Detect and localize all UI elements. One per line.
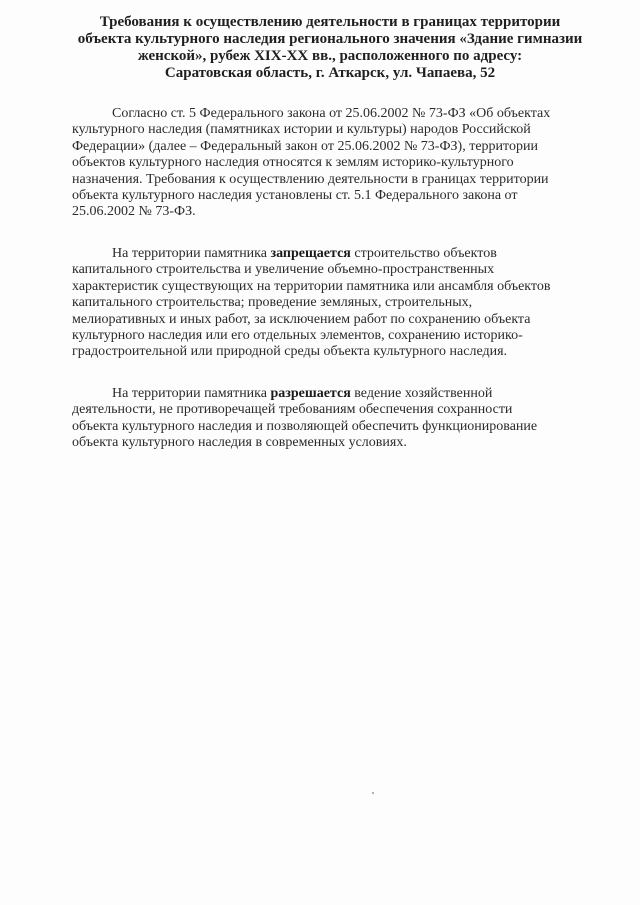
paragraph-permissions [72, 386, 612, 452]
title-line: женской», рубеж XIX-XX вв., расположенного по адресу: [137, 48, 523, 64]
paragraph-legal-basis [72, 106, 612, 221]
text-run: На территории памятника [112, 386, 271, 401]
paragraph-first-line [72, 246, 612, 262]
keyword-prohibited: запрещается [270, 246, 351, 261]
text-run: На территории памятника [112, 246, 271, 261]
paragraph-line: характеристик существующих на территории памятника или ансамбля объектов [72, 278, 551, 294]
paragraph-line: капитального строительства; проведение земляных, строительных, [72, 295, 473, 311]
paragraph-line: объектов культурного наследия относятся к землям историко-культурного [72, 155, 514, 171]
title-line: Саратовская область, г. Аткарск, ул. Чапаева, 52 [164, 65, 496, 81]
paragraph-line: Федерации» (далее – Федеральный закон от 25.06.2002 № 73-ФЗ), территории [72, 138, 538, 154]
paragraph-line: объекта культурного наследия установлены ст. 5.1 Федерального закона от [72, 188, 518, 204]
title-line: Требования к осуществлению деятельности в границах территории [99, 14, 561, 30]
paragraph-line: культурного наследия (памятниках истории и культуры) народов Российской [72, 122, 531, 138]
keyword-permitted: разрешается [270, 386, 351, 401]
title-line: объекта культурного наследия регионального значения «Здание гимназии [77, 31, 583, 47]
paragraph-first-line [72, 386, 612, 402]
paragraph-line: культурного наследия или его отдельных элементов, сохранению историко- [72, 328, 523, 344]
paragraph-line: объекта культурного наследия в современных условиях. [72, 435, 407, 451]
paragraph-line: объекта культурного наследия и позволяющей обеспечить функционирование [72, 418, 538, 434]
paragraph-line: 25.06.2002 № 73-ФЗ. [72, 204, 196, 220]
document-title [60, 14, 600, 82]
paragraph-line: назначения. Требования к осуществлению деятельности в границах территории [72, 171, 549, 187]
paragraph-line: Согласно ст. 5 Федерального закона от 25.06.2002 № 73-ФЗ «Об объектах [112, 106, 551, 121]
paragraph-line: градостроительной или природной среды объекта культурного наследия. [72, 344, 508, 360]
text-run: строительство объектов [350, 246, 497, 261]
paragraph-line: деятельности, не противоречащей требованиям обеспечения сохранности [72, 402, 513, 418]
paragraph-line: мелиоративных и иных работ, за исключением работ по сохранению объекта [72, 311, 531, 327]
paragraph-prohibitions [72, 246, 612, 361]
paragraph-line: капитального строительства и увеличение объемно-пространственных [72, 262, 495, 278]
text-run: ведение хозяйственной [350, 386, 493, 401]
scan-speck [372, 792, 374, 794]
